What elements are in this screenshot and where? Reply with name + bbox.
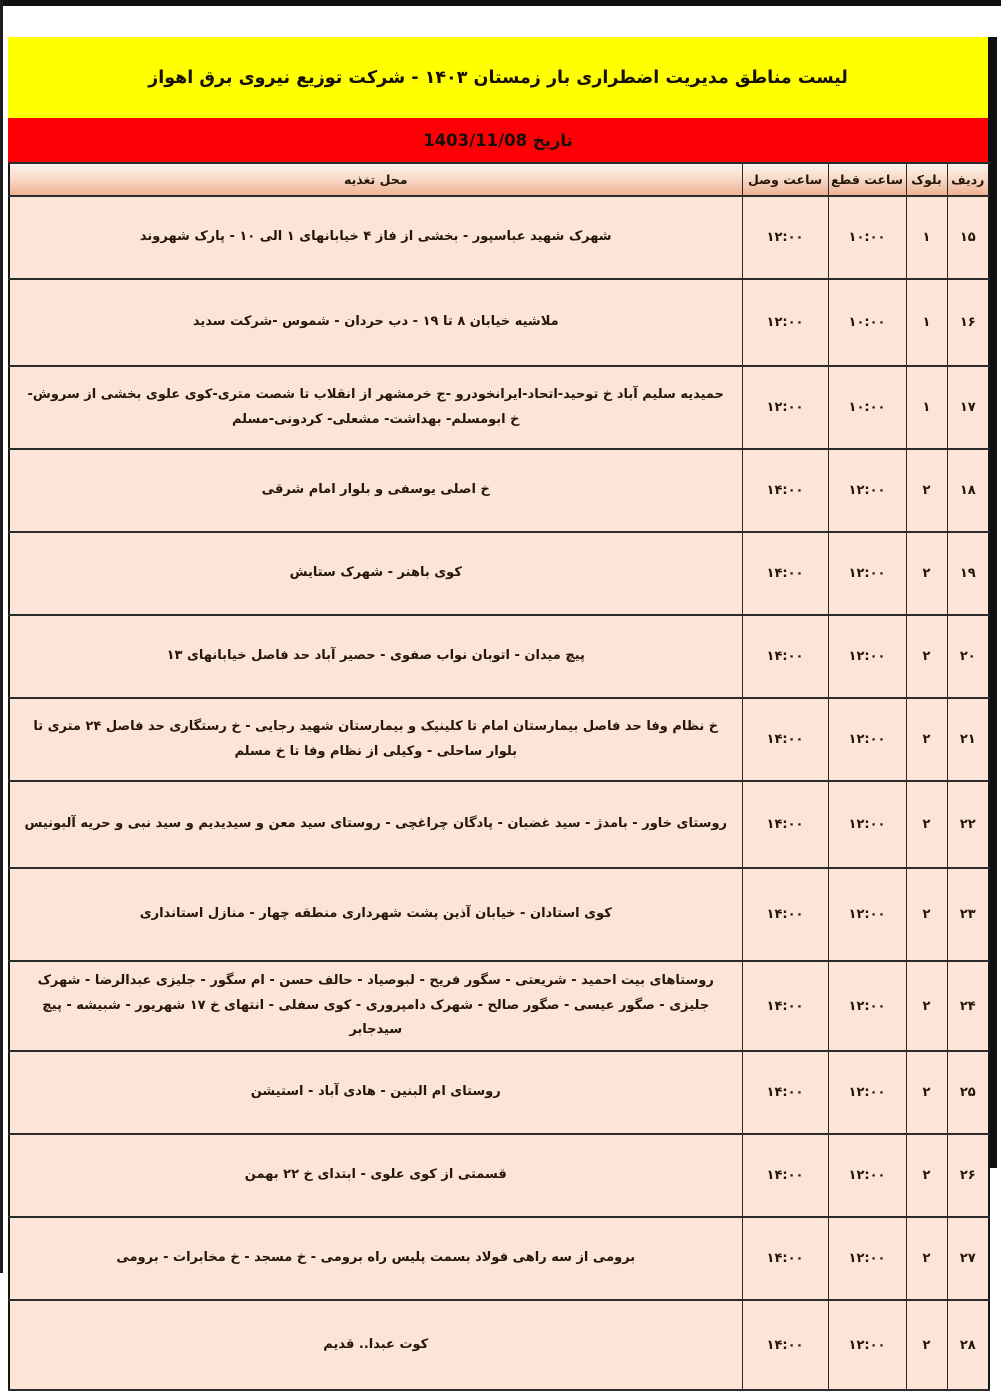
location-cell: خ اصلی یوسفی و بلوار امام شرقی (9, 449, 742, 532)
cut-time-cell: ۱۲:۰۰ (828, 961, 906, 1051)
row-number-cell: ۱۹ (947, 532, 989, 615)
cut-time-cell: ۱۰:۰۰ (828, 196, 906, 279)
location-cell: روستاهای بیت احمید - شریعتی - سگور فریح - لبوصیاد - حالف حسن - ام سگور - جلیزی عبدالرضا - شهرک جلیزی - صگور عیسی - صگور صالح - شهرک دامپروری - کوی سفلی - انتهای خ ۱۷ شهریور - شبیشه - پیچ سیدجابر (9, 961, 742, 1051)
row-number-cell: ۲۸ (947, 1300, 989, 1390)
cut-time-cell: ۱۲:۰۰ (828, 698, 906, 781)
title-banner-text: لیست مناطق مدیریت اضطراری بار زمستان ۱۴۰۳ - شرکت توزیع نیروی برق اهواز (148, 67, 848, 88)
cut-time-cell: ۱۲:۰۰ (828, 868, 906, 961)
block-cell: ۲ (906, 1300, 947, 1390)
cut-time-cell: ۱۲:۰۰ (828, 615, 906, 698)
cut-time-cell: ۱۰:۰۰ (828, 279, 906, 366)
reconnect-time-cell: ۱۴:۰۰ (742, 961, 828, 1051)
reconnect-time-cell: ۱۴:۰۰ (742, 698, 828, 781)
block-cell: ۲ (906, 698, 947, 781)
reconnect-time-cell: ۱۲:۰۰ (742, 279, 828, 366)
row-number-cell: ۱۶ (947, 279, 989, 366)
row-number-cell: ۲۲ (947, 781, 989, 868)
row-number-cell: ۱۵ (947, 196, 989, 279)
left-border-line (0, 0, 3, 1273)
table-row (9, 449, 989, 532)
table-row (9, 1051, 989, 1134)
table-row (9, 1300, 989, 1390)
reconnect-time-cell: ۱۴:۰۰ (742, 868, 828, 961)
row-number-cell: ۲۷ (947, 1217, 989, 1300)
row-number-cell: ۲۴ (947, 961, 989, 1051)
cut-time-cell: ۱۲:۰۰ (828, 1051, 906, 1134)
table-row (9, 532, 989, 615)
location-cell: کوی باهنر - شهرک ستایش (9, 532, 742, 615)
cut-time-cell: ۱۰:۰۰ (828, 366, 906, 449)
table-row (9, 196, 989, 279)
block-cell: ۲ (906, 1051, 947, 1134)
block-cell: ۲ (906, 868, 947, 961)
cut-time-cell: ۱۲:۰۰ (828, 449, 906, 532)
location-cell: پیچ میدان - اتوبان نواب صفوی - حصیر آباد حد فاصل خیابانهای ۱۳ (9, 615, 742, 698)
col-header-reconnect-time: ساعت وصل (742, 163, 828, 196)
location-cell: کوی استادان - خیابان آذین پشت شهرداری منطقه چهار - منازل استانداری (9, 868, 742, 961)
location-cell: ملاشیه خیابان ۸ تا ۱۹ - دب حردان - شموس -شرکت سدید (9, 279, 742, 366)
table-row (9, 615, 989, 698)
table-row (9, 698, 989, 781)
row-number-cell: ۱۷ (947, 366, 989, 449)
outage-schedule-sheet (8, 37, 988, 1391)
location-cell: کوت عبدا.. قدیم (9, 1300, 742, 1390)
location-cell: شهرک شهید عباسپور - بخشی از فاز ۴ خیابانهای ۱ الی ۱۰ - پارک شهروند (9, 196, 742, 279)
row-number-cell: ۲۱ (947, 698, 989, 781)
block-cell: ۲ (906, 615, 947, 698)
block-cell: ۲ (906, 532, 947, 615)
table-row (9, 366, 989, 449)
date-banner-text: تاریخ 1403/11/08 (423, 130, 573, 150)
location-cell: حمیدیه سلیم آباد خ توحید-اتحاد-ایرانخودرو -ج خرمشهر از انقلاب تا شصت متری-کوی علوی بخشی از سروش-خ ابومسلم- بهداشت- مشعلی- کردونی-مسلم (9, 366, 742, 449)
cut-time-cell: ۱۲:۰۰ (828, 781, 906, 868)
cut-time-cell: ۱۲:۰۰ (828, 1300, 906, 1390)
table-row (9, 1134, 989, 1217)
reconnect-time-cell: ۱۴:۰۰ (742, 1134, 828, 1217)
cut-time-cell: ۱۲:۰۰ (828, 1217, 906, 1300)
location-cell: خ نظام وفا حد فاصل بیمارستان امام تا کلینیک و بیمارستان شهید رجایی - خ رستگاری حد فاصل ۲۴ متری تا بلوار ساحلی - وکیلی از نظام وفا تا خ مسلم (9, 698, 742, 781)
table-row (9, 279, 989, 366)
reconnect-time-cell: ۱۴:۰۰ (742, 1051, 828, 1134)
title-banner (8, 37, 988, 118)
col-header-block: بلوک (906, 163, 947, 196)
col-header-cut-time: ساعت قطع (828, 163, 906, 196)
cut-time-cell: ۱۲:۰۰ (828, 532, 906, 615)
row-number-cell: ۲۳ (947, 868, 989, 961)
col-header-row-number: ردیف (947, 163, 989, 196)
row-number-cell: ۲۶ (947, 1134, 989, 1217)
reconnect-time-cell: ۱۴:۰۰ (742, 449, 828, 532)
reconnect-time-cell: ۱۴:۰۰ (742, 532, 828, 615)
block-cell: ۲ (906, 1217, 947, 1300)
block-cell: ۱ (906, 366, 947, 449)
cut-time-cell: ۱۲:۰۰ (828, 1134, 906, 1217)
outage-table (8, 162, 990, 1391)
reconnect-time-cell: ۱۴:۰۰ (742, 781, 828, 868)
table-row (9, 1217, 989, 1300)
block-cell: ۲ (906, 781, 947, 868)
block-cell: ۲ (906, 1134, 947, 1217)
block-cell: ۱ (906, 196, 947, 279)
reconnect-time-cell: ۱۴:۰۰ (742, 1217, 828, 1300)
block-cell: ۱ (906, 279, 947, 366)
reconnect-time-cell: ۱۲:۰۰ (742, 196, 828, 279)
top-border-bar (0, 0, 1001, 6)
location-cell: برومی از سه راهی فولاد بسمت پلیس راه برومی - خ مسجد - خ مخابرات - برومی (9, 1217, 742, 1300)
col-header-location: محل تغذیه (9, 163, 742, 196)
row-number-cell: ۲۵ (947, 1051, 989, 1134)
table-header-row (9, 163, 989, 196)
row-number-cell: ۲۰ (947, 615, 989, 698)
location-cell: قسمتی از کوی علوی - ابتدای خ ۲۲ بهمن (9, 1134, 742, 1217)
block-cell: ۲ (906, 449, 947, 532)
reconnect-time-cell: ۱۲:۰۰ (742, 366, 828, 449)
date-banner (8, 118, 988, 162)
reconnect-time-cell: ۱۴:۰۰ (742, 615, 828, 698)
table-row (9, 961, 989, 1051)
table-row (9, 868, 989, 961)
reconnect-time-cell: ۱۴:۰۰ (742, 1300, 828, 1390)
location-cell: روستای خاور - بامدژ - سید غضبان - پادگان چراغچی - روستای سید معن و سیدیدیم و سید نبی و حریه آلبونیس (9, 781, 742, 868)
block-cell: ۲ (906, 961, 947, 1051)
table-row (9, 781, 989, 868)
row-number-cell: ۱۸ (947, 449, 989, 532)
location-cell: روستای ام البنین - هادی آباد - استیشن (9, 1051, 742, 1134)
